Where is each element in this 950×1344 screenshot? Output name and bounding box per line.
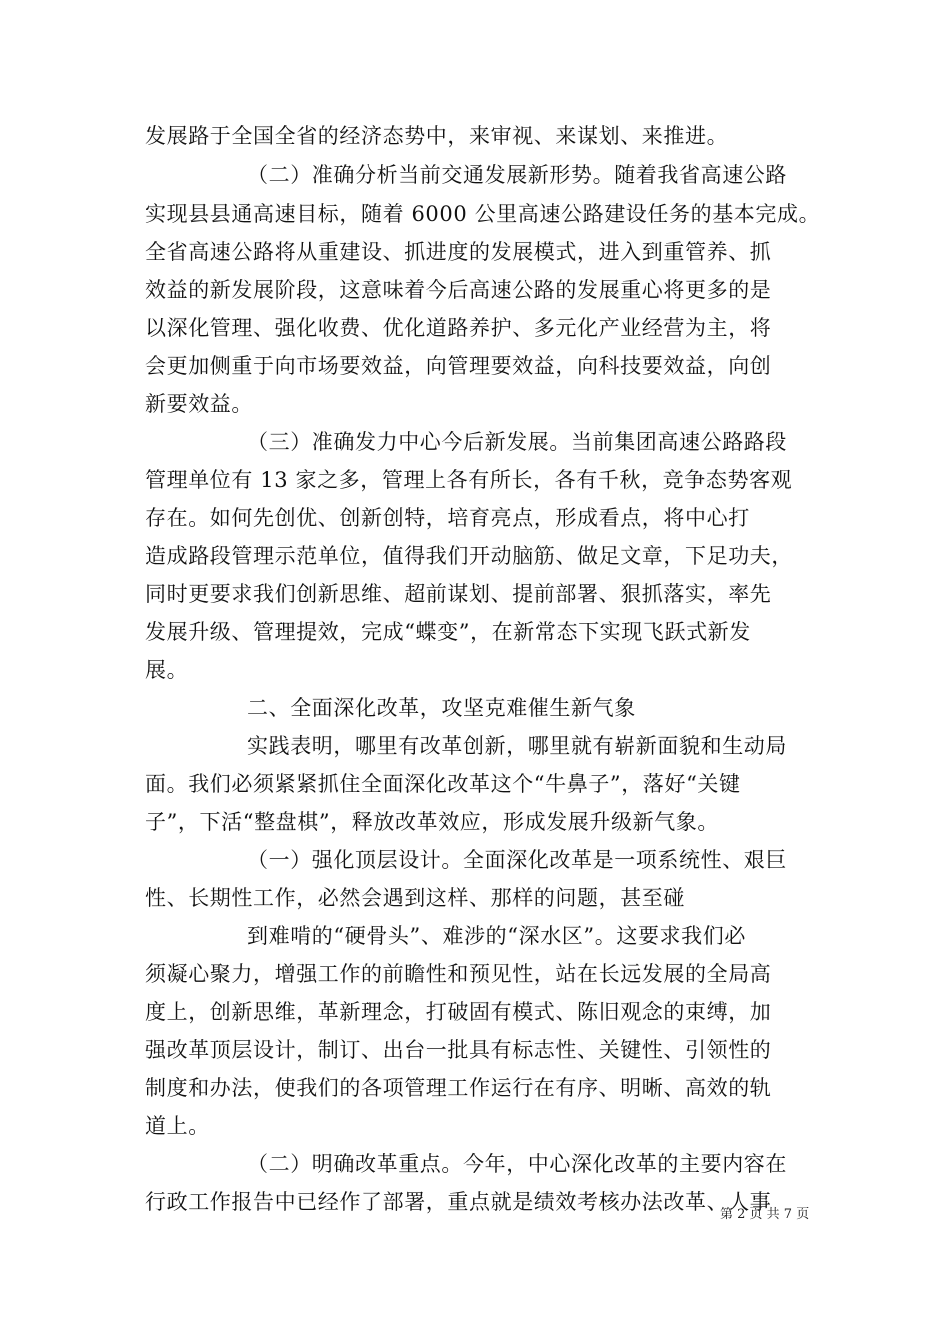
text-line: 行政工作报告中已经作了部署，重点就是绩效考核办法改革、人事 (145, 1190, 772, 1214)
text-line: 面。我们必须紧紧抓住全面深化改革这个“牛鼻子”，落好“关键 (145, 772, 741, 796)
text-line: （一）强化顶层设计。全面深化改革是一项系统性、艰巨 (247, 848, 787, 872)
text-line: （三）准确发力中心今后新发展。当前集团高速公路路段 (247, 430, 787, 454)
text-line: 存在。如何先创优、创新创特，培育亮点，形成看点，将中心打 (145, 506, 750, 530)
text-line: 发展路于全国全省的经济态势中，来审视、来谋划、来推进。 (145, 124, 729, 148)
text-line: 全省高速公路将从重建设、抓进度的发展模式，进入到重管养、抓 (145, 240, 772, 264)
text-line: 会更加侧重于向市场要效益，向管理要效益，向科技要效益，向创 (145, 354, 772, 378)
text-line: 须凝心聚力，增强工作的前瞻性和预见性，站在长远发展的全局高 (145, 962, 772, 986)
text-line: 效益的新发展阶段，这意味着今后高速公路的发展重心将更多的是 (145, 278, 772, 302)
page-number: 第 2 页 共 7 页 (720, 1207, 810, 1222)
text-line: 展。 (145, 658, 189, 682)
text-line: 性、长期性工作，必然会遇到这样、那样的问题，甚至碰 (145, 886, 685, 910)
text-line: 到难啃的“硬骨头”、难涉的“深水区”。这要求我们必 (247, 924, 746, 948)
text-line: 同时更要求我们创新思维、超前谋划、提前部署、狠抓落实，率先 (145, 582, 772, 606)
text-line: 实践表明，哪里有改革创新，哪里就有崭新面貌和生动局 (247, 734, 787, 758)
text-line: 子”，下活“整盘棋”，释放改革效应，形成发展升级新气象。 (145, 810, 720, 834)
text-line: 强改革顶层设计，制订、出台一批具有标志性、关键性、引领性的 (145, 1038, 772, 1062)
section-heading: 二、全面深化改革，攻坚克难催生新气象 (247, 696, 636, 720)
text-line: 制度和办法，使我们的各项管理工作运行在有序、明晰、高效的轨 (145, 1076, 772, 1100)
text-line: 发展升级、管理提效，完成“蝶变”，在新常态下实现飞跃式新发 (145, 620, 751, 644)
text-line: 管理单位有 13 家之多，管理上各有所长，各有千秋，竞争态势客观 (145, 468, 793, 492)
text-line: 以深化管理、强化收费、优化道路养护、多元化产业经营为主，将 (145, 316, 772, 340)
text-line: （二）准确分析当前交通发展新形势。随着我省高速公路 (247, 163, 787, 187)
text-line: 实现县县通高速目标，随着 6000 公里高速公路建设任务的基本完成。 (145, 202, 821, 226)
text-line: 造成路段管理示范单位，值得我们开动脑筋、做足文章，下足功夫， (145, 544, 793, 568)
text-line: 道上。 (145, 1114, 210, 1138)
text-line: （二）明确改革重点。今年，中心深化改革的主要内容在 (247, 1152, 787, 1176)
text-line: 新要效益。 (145, 392, 253, 416)
text-line: 度上，创新思维，革新理念，打破固有模式、陈旧观念的束缚，加 (145, 1000, 772, 1024)
